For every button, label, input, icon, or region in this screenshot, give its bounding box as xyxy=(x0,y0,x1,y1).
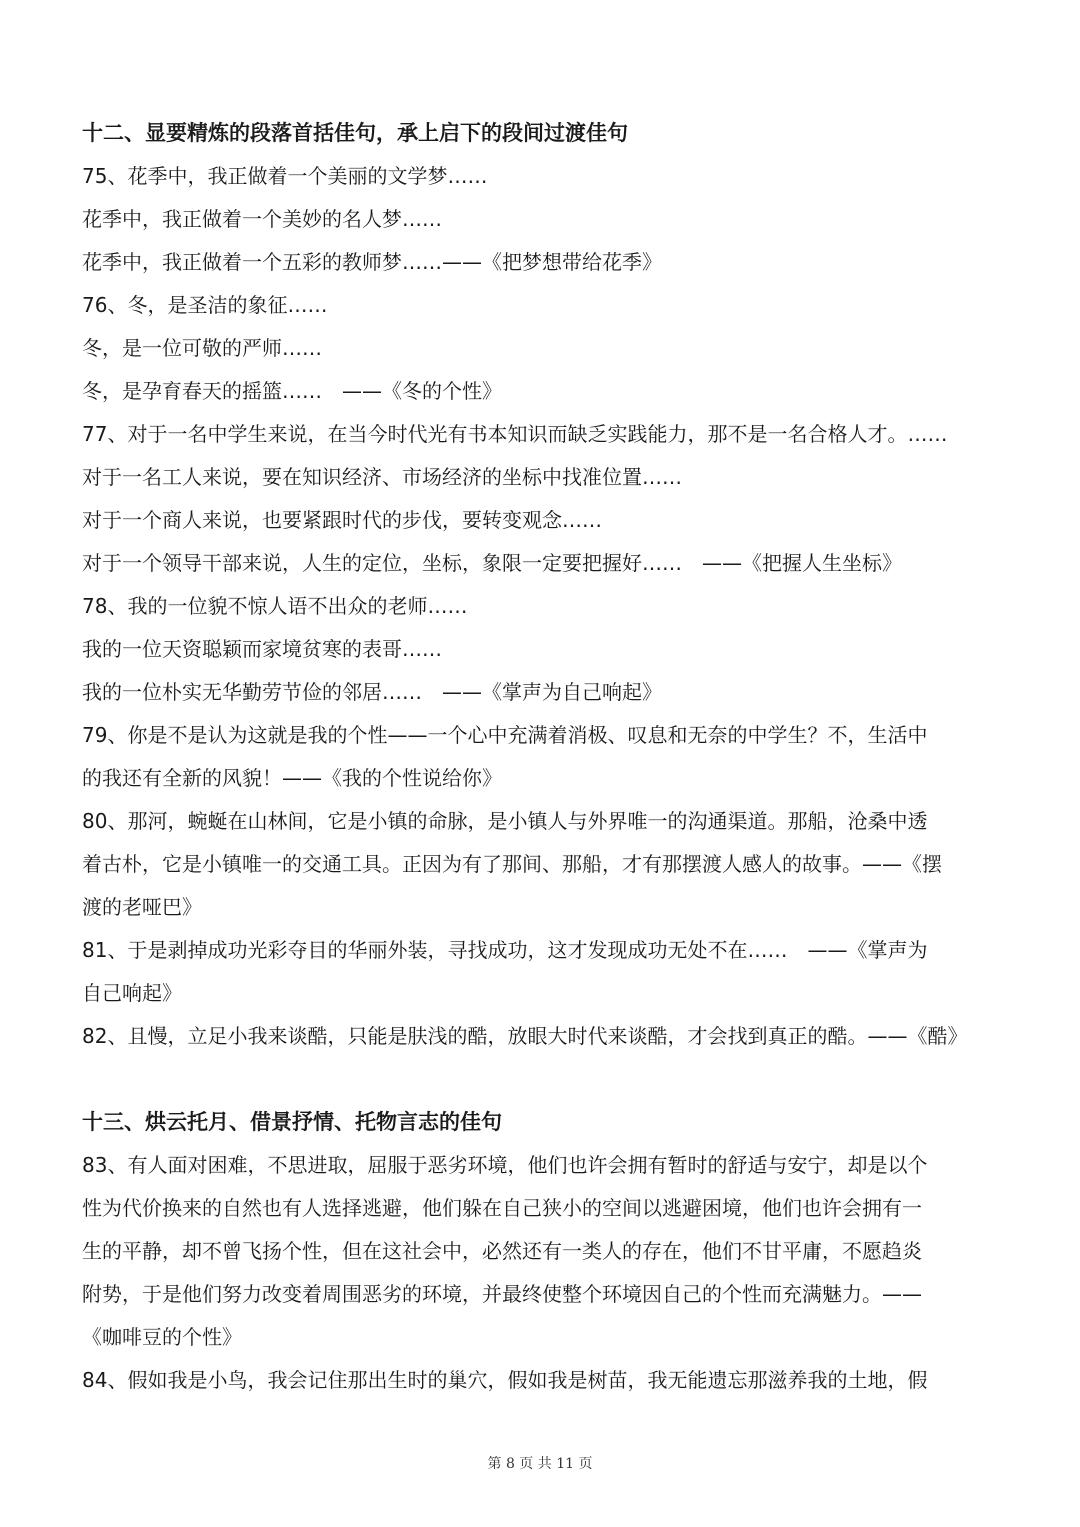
paragraph-line: 79、你是不是认为这就是我的个性——一个心中充满着消极、叹息和无奈的中学生？不，生活中 xyxy=(82,723,928,747)
paragraph-line: 渡的老哑巴》 xyxy=(82,895,202,919)
paragraph-line: 冬，是孕育春天的摇篮…… ——《冬的个性》 xyxy=(82,379,502,403)
paragraph-line: 的我还有全新的风貌！——《我的个性说给你》 xyxy=(82,766,502,790)
page-number-footer: 第 8 页 共 11 页 xyxy=(487,1456,593,1472)
paragraph-line: 84、假如我是小鸟，我会记住那出生时的巢穴，假如我是树苗，我无能遗忘那滋养我的土地，假 xyxy=(82,1368,928,1392)
paragraph-line: 75、花季中，我正做着一个美丽的文学梦…… xyxy=(82,164,488,188)
paragraph-line: 冬，是一位可敬的严师…… xyxy=(82,336,322,360)
paragraph-line: 81、于是剥掉成功光彩夺目的华丽外装，寻找成功，这才发现成功无处不在…… ——《掌声为 xyxy=(82,938,928,962)
paragraph-line: 对于一个商人来说，也要紧跟时代的步伐，要转变观念…… xyxy=(82,508,602,532)
paragraph-line: 花季中，我正做着一个美妙的名人梦…… xyxy=(82,207,442,231)
paragraph-line: 对于一名工人来说，要在知识经济、市场经济的坐标中找准位置…… xyxy=(82,465,682,489)
section-12-heading: 十二、显要精炼的段落首括佳句，承上启下的段间过渡佳句 xyxy=(82,121,628,145)
document-page xyxy=(82,112,1002,1402)
paragraph-line: 附势，于是他们努力改变着周围恶劣的环境，并最终使整个环境因自己的个性而充满魅力。—— xyxy=(82,1282,922,1306)
paragraph-line: 83、有人面对困难，不思进取，屈服于恶劣环境，他们也许会拥有暂时的舒适与安宁，却是以个 xyxy=(82,1153,928,1177)
paragraph-line: 花季中，我正做着一个五彩的教师梦……——《把梦想带给花季》 xyxy=(82,250,662,274)
paragraph-line: 80、那河，蜿蜒在山林间，它是小镇的命脉，是小镇人与外界唯一的沟通渠道。那船，沧桑中透 xyxy=(82,809,928,833)
paragraph-line: 自己响起》 xyxy=(82,981,182,1005)
paragraph-line: 我的一位朴实无华勤劳节俭的邻居…… ——《掌声为自己响起》 xyxy=(82,680,662,704)
paragraph-line: 76、冬，是圣洁的象征…… xyxy=(82,293,328,317)
paragraph-line: 性为代价换来的自然也有人选择逃避，他们躲在自己狭小的空间以逃避困境，他们也许会拥有一 xyxy=(82,1196,922,1220)
paragraph-line: 对于一个领导干部来说，人生的定位，坐标，象限一定要把握好…… ——《把握人生坐标》 xyxy=(82,551,902,575)
section-spacer xyxy=(82,1058,1002,1101)
paragraph-line: 82、且慢，立足小我来谈酷，只能是肤浅的酷，放眼大时代来谈酷，才会找到真正的酷。——《酷》 xyxy=(82,1024,968,1048)
paragraph-line: 我的一位天资聪颖而家境贫寒的表哥…… xyxy=(82,637,442,661)
paragraph-line: 78、我的一位貌不惊人语不出众的老师…… xyxy=(82,594,468,618)
paragraph-line: 生的平静，却不曾飞扬个性，但在这社会中，必然还有一类人的存在，他们不甘平庸，不愿趋炎 xyxy=(82,1239,922,1263)
paragraph-line: 77、对于一名中学生来说，在当今时代光有书本知识而缺乏实践能力，那不是一名合格人才。…… xyxy=(82,422,948,446)
paragraph-line: 《咖啡豆的个性》 xyxy=(82,1325,242,1349)
section-13-heading: 十三、烘云托月、借景抒情、托物言志的佳句 xyxy=(82,1110,502,1134)
paragraph-line: 着古朴，它是小镇唯一的交通工具。正因为有了那间、那船，才有那摆渡人感人的故事。——《摆 xyxy=(82,852,942,876)
